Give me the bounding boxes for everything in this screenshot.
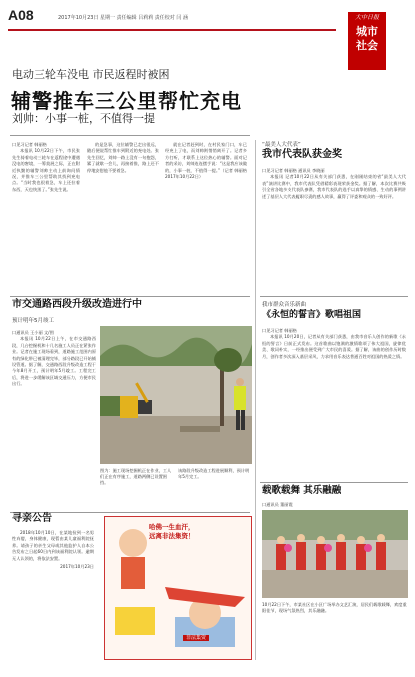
lead-headline: 辅警推车三公里帮忙充电 <box>11 89 242 113</box>
lead-kicker: 电动三轮车没电 市民返程时被困 <box>12 68 170 81</box>
lead-paragraph-1: 本报讯 10月22日下午，市民张先生骑着电动三轮车在返程途中遭遇没电的窘境，一筹莫展之际，正在附近执勤的辅警刘帅主动上前询问情况，并推车三公里帮助其找到充电点。“当时我也很着急，车上还拉着东西，天也快黑了。”张先生说。 <box>12 148 80 192</box>
divider <box>260 482 408 483</box>
section-logo <box>348 12 386 70</box>
song-paragraph: 本报讯 10月20日，记者从有关部门获悉，由我市音乐人创作的新歌《永恒的誓言》日前正式发布。这首歌曲以饱满的激情歌颂了伟大祖国，旋律优美、歌词朴实，一经推出便受到广大市民的喜爱。据了解，该曲的创作历时数月，创作者多次深入基层采风，力求用音乐表达普通百姓对祖国的热爱之情。 <box>262 334 406 359</box>
anti-fraud-ad <box>104 516 252 660</box>
traffic-body <box>12 330 96 506</box>
lead-paragraph-3: 就在记者赶到时，在村民家门口，车已经充上了电，而刘帅则悄悄离开了。记者多方打听，才联系上这位热心的辅警。面对记者的采访，刘帅连连摆手说：“这是我应该做的，小事一桩，不值得一提。”（记者 韩丽格 2017年10月22日） <box>165 142 247 180</box>
ad-slogan-line2: 远离非法集资！ <box>149 532 195 540</box>
divider <box>10 296 250 297</box>
construction-photo <box>100 326 252 464</box>
lead-column-3 <box>165 142 247 292</box>
brand-name: 大中日报 <box>354 14 379 21</box>
dance-caption: 10月22日下午，市某社区在小区广场举办文艺汇演，居民们载歌载舞，欢度重阳佳节，现场气氛热烈，其乐融融。 <box>262 602 407 613</box>
divider <box>260 296 408 297</box>
traffic-caption-right: 该路段升级改造工程进展顺利，预计明年5月完工。 <box>178 468 250 479</box>
award-paragraph: 本报讯 记者10月22日从有关部门获悉，在刚刚结束的省“最美人大代表”演讲比赛中，我市代表队凭借精彩表现荣获金奖。据了解，本次比赛共吸引全省各地多支代表队参赛，我市代表队的选手以真挚的情感、生动的事例讲述了基层人大代表履职尽责的感人故事，赢得了评委和观众的一致好评。 <box>262 174 406 199</box>
notice-paragraph: 2018年10月10日，在某地捡到一名男性弃婴，身体健康，现暂由某儿童福利院抚养。请孩子的亲生父母或其他监护人自本公告发布之日起60日内到该福利院认领。逾期无人认领的，将依法安置。 <box>12 530 94 561</box>
traffic-headline: 市交通路西段升级改造进行中 <box>12 299 142 310</box>
header-rule <box>8 29 336 31</box>
dance-photo <box>262 510 408 598</box>
lead-column-2 <box>87 142 159 292</box>
award-body <box>262 168 406 288</box>
traffic-caption-left: 图为：施工现场挖掘机正在作业，工人们正在有序施工，道路两侧已设置围挡。 <box>100 468 172 485</box>
lead-column-1 <box>12 142 80 292</box>
section-name-line2: 社会 <box>356 39 378 53</box>
date-line: 2017年10月23日 星期一 责任编辑 吕莉莉 责任校对 闫 涵 <box>58 15 188 21</box>
traffic-byline: 口通讯员 王小丽 文/图 <box>12 330 54 335</box>
song-byline: 口见习记者 韩丽格 <box>262 328 297 333</box>
song-body <box>262 328 406 478</box>
award-headline: 我市代表队获金奖 <box>262 149 342 160</box>
lead-byline: 口见习记者 韩丽格 <box>12 142 47 147</box>
award-kicker: “最美人大代表” <box>262 142 301 148</box>
song-headline: 《永恒的誓言》歌唱祖国 <box>262 310 362 320</box>
lead-paragraph-2: 的是急事，这位辅警已走出很远，随后便说帮忙推车到附近的充电处。张先生回忆，刘帅一路上没有一句抱怨，累了就歇一会儿，再接着推，路上还不停地安慰他不要着急。 <box>87 142 159 173</box>
ad-slogan-line1: 哈佛一生血汗， <box>149 523 195 531</box>
traffic-paragraph: 本报讯 10月22日上午，在市交通路西段，几台挖掘机和十几名施工人员正在紧张作业。记者在施工现场看到，道路施工范围内原有的绿化带已被清理完毕，部分路段已开始铺设管道。据了解，交通路西段升级改造工程于今年8月开工，预计明年5月竣工。工程完工后，将进一步缓解该区域交通压力，方便市民出行。 <box>12 336 96 387</box>
divider <box>10 135 250 136</box>
section-name-line1: 城市 <box>356 25 378 39</box>
page-number: A08 <box>8 7 34 23</box>
ad-slogan <box>149 523 195 541</box>
column-divider <box>255 140 256 660</box>
song-kicker: 我市群众音乐新曲 <box>262 302 307 308</box>
notice-headline: 寻亲公告 <box>12 513 52 524</box>
dance-byline: 口通讯员 董丽霞 <box>262 502 293 507</box>
dance-headline: 载歌载舞 其乐融融 <box>262 485 342 496</box>
traffic-kicker: 预计明年5月竣工 <box>12 318 54 324</box>
notice-body <box>12 530 94 662</box>
notice-date: 2017年10月23日 <box>60 564 94 570</box>
lead-subtitle: 刘帅：小事一桩，不值得一提 <box>12 112 155 125</box>
ad-tag: 非法集资 <box>183 635 209 641</box>
award-byline: 口见习记者 韩丽格 通讯员 李晓丽 <box>262 168 325 173</box>
